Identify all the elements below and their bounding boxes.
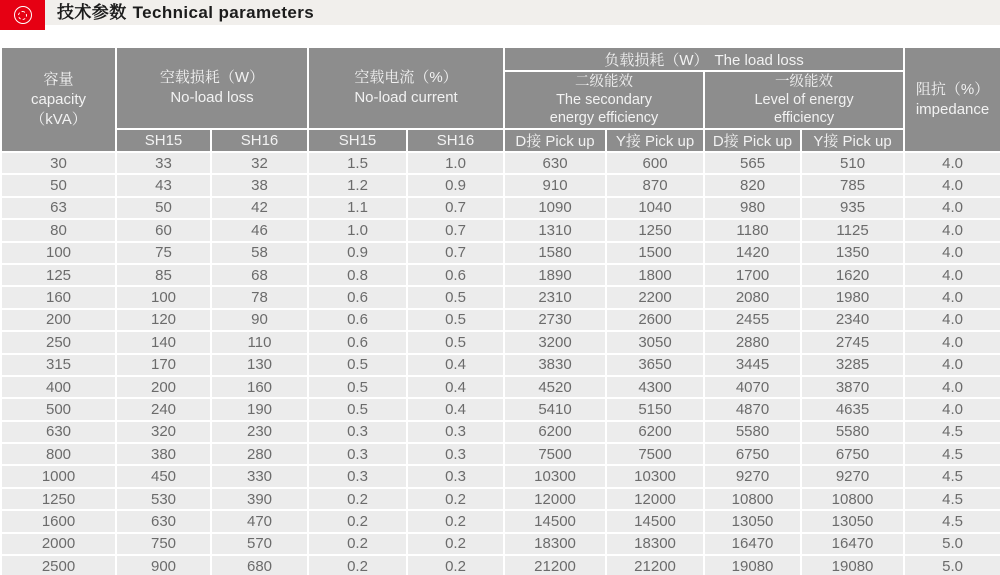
cell: 16470 bbox=[704, 533, 801, 555]
cell: 820 bbox=[704, 174, 801, 196]
cell: 160 bbox=[1, 286, 116, 308]
cell: 1.1 bbox=[308, 197, 407, 219]
cell: 7500 bbox=[606, 443, 704, 465]
cell: 4.0 bbox=[904, 354, 1000, 376]
capacity-header-en: capacity bbox=[30, 90, 87, 108]
cell: 5580 bbox=[704, 421, 801, 443]
cell: 0.5 bbox=[407, 331, 504, 353]
cell: 43 bbox=[116, 174, 211, 196]
cell: 1.0 bbox=[308, 219, 407, 241]
cell: 14500 bbox=[504, 510, 606, 532]
cell: 870 bbox=[606, 174, 704, 196]
cell: 600 bbox=[606, 152, 704, 174]
cell: 680 bbox=[211, 555, 308, 575]
cell: 4.5 bbox=[904, 488, 1000, 510]
cell: 6750 bbox=[704, 443, 801, 465]
cell: 3830 bbox=[504, 354, 606, 376]
cell: 390 bbox=[211, 488, 308, 510]
cell: 190 bbox=[211, 398, 308, 420]
load-loss-header-en: The load loss bbox=[714, 51, 804, 69]
cell: 5150 bbox=[606, 398, 704, 420]
cell: 4.0 bbox=[904, 264, 1000, 286]
cell: 800 bbox=[1, 443, 116, 465]
cell: 750 bbox=[116, 533, 211, 555]
cell: 4.5 bbox=[904, 421, 1000, 443]
cell: 0.3 bbox=[308, 465, 407, 487]
cell: 2745 bbox=[801, 331, 904, 353]
cell: 785 bbox=[801, 174, 904, 196]
cell: 4.0 bbox=[904, 152, 1000, 174]
cell: 3870 bbox=[801, 376, 904, 398]
cell: 230 bbox=[211, 421, 308, 443]
cell: 0.2 bbox=[308, 510, 407, 532]
capacity-header-zh: 容量 bbox=[43, 70, 74, 88]
table-row bbox=[1, 242, 1000, 264]
cell: 4.5 bbox=[904, 510, 1000, 532]
table-row bbox=[1, 376, 1000, 398]
cell: 0.2 bbox=[407, 510, 504, 532]
cell: 4300 bbox=[606, 376, 704, 398]
noload-loss-header-zh: 空载损耗（W） bbox=[159, 69, 265, 86]
cell: 0.2 bbox=[308, 555, 407, 575]
secondary-efficiency-en2: energy efficiency bbox=[549, 110, 659, 126]
noload-current-header-en: No-load current bbox=[354, 89, 458, 106]
first-efficiency-zh: 一级能效 bbox=[775, 74, 834, 90]
table-row bbox=[1, 286, 1000, 308]
cell: 1620 bbox=[801, 264, 904, 286]
cell: 2600 bbox=[606, 309, 704, 331]
cell: 320 bbox=[116, 421, 211, 443]
cell: 58 bbox=[211, 242, 308, 264]
cell: 5410 bbox=[504, 398, 606, 420]
cell: 250 bbox=[1, 331, 116, 353]
impedance-header-zh: 阻抗（%） bbox=[915, 80, 990, 98]
cell: 75 bbox=[116, 242, 211, 264]
subheader-sh16-current: SH16 bbox=[407, 129, 504, 152]
cell: 125 bbox=[1, 264, 116, 286]
cell: 10300 bbox=[504, 465, 606, 487]
cell: 0.2 bbox=[407, 555, 504, 575]
cell: 10800 bbox=[801, 488, 904, 510]
cell: 470 bbox=[211, 510, 308, 532]
cell: 13050 bbox=[801, 510, 904, 532]
cell: 13050 bbox=[704, 510, 801, 532]
cell: 4070 bbox=[704, 376, 801, 398]
cell: 4.0 bbox=[904, 331, 1000, 353]
cell: 0.2 bbox=[407, 488, 504, 510]
cell: 0.6 bbox=[308, 331, 407, 353]
cell: 910 bbox=[504, 174, 606, 196]
subheader-sh15-current: SH15 bbox=[308, 129, 407, 152]
cell: 100 bbox=[116, 286, 211, 308]
cell: 4.0 bbox=[904, 197, 1000, 219]
cell: 0.2 bbox=[407, 533, 504, 555]
cell: 4.0 bbox=[904, 376, 1000, 398]
table-row bbox=[1, 309, 1000, 331]
cell: 1980 bbox=[801, 286, 904, 308]
cell: 12000 bbox=[504, 488, 606, 510]
cell: 1.2 bbox=[308, 174, 407, 196]
cell: 500 bbox=[1, 398, 116, 420]
cell: 0.5 bbox=[407, 286, 504, 308]
cell: 0.3 bbox=[407, 443, 504, 465]
cell: 400 bbox=[1, 376, 116, 398]
subheader-d-first: D接 Pick up bbox=[704, 129, 801, 152]
cell: 530 bbox=[116, 488, 211, 510]
table-row bbox=[1, 443, 1000, 465]
table-row bbox=[1, 510, 1000, 532]
table-row bbox=[1, 488, 1000, 510]
cell: 1040 bbox=[606, 197, 704, 219]
table-row bbox=[1, 264, 1000, 286]
cell: 4.0 bbox=[904, 219, 1000, 241]
secondary-efficiency-header bbox=[504, 71, 704, 129]
cell: 1000 bbox=[1, 465, 116, 487]
noload-loss-header bbox=[116, 47, 308, 129]
cell: 0.4 bbox=[407, 354, 504, 376]
impedance-header-en: impedance bbox=[915, 100, 990, 118]
cell: 630 bbox=[116, 510, 211, 532]
cell: 380 bbox=[116, 443, 211, 465]
cell: 4.0 bbox=[904, 398, 1000, 420]
cell: 2455 bbox=[704, 309, 801, 331]
cell: 1250 bbox=[1, 488, 116, 510]
cell: 5.0 bbox=[904, 555, 1000, 575]
capacity-header-unit: （kVA） bbox=[30, 110, 87, 128]
table-row bbox=[1, 555, 1000, 575]
cell: 4.0 bbox=[904, 242, 1000, 264]
cell: 19080 bbox=[704, 555, 801, 575]
cell: 4.0 bbox=[904, 174, 1000, 196]
cell: 68 bbox=[211, 264, 308, 286]
cell: 2310 bbox=[504, 286, 606, 308]
cell: 2880 bbox=[704, 331, 801, 353]
cell: 130 bbox=[211, 354, 308, 376]
cell: 4520 bbox=[504, 376, 606, 398]
cell: 200 bbox=[116, 376, 211, 398]
cell: 0.6 bbox=[407, 264, 504, 286]
load-loss-header bbox=[504, 47, 904, 71]
table-row bbox=[1, 398, 1000, 420]
subheader-sh16-loss: SH16 bbox=[211, 129, 308, 152]
cell: 9270 bbox=[801, 465, 904, 487]
cell: 140 bbox=[116, 331, 211, 353]
impedance-header bbox=[904, 47, 1000, 152]
subheader-sh15-loss: SH15 bbox=[116, 129, 211, 152]
target-icon-inner-ring bbox=[18, 11, 27, 20]
capacity-header bbox=[1, 47, 116, 152]
cell: 18300 bbox=[606, 533, 704, 555]
cell: 0.2 bbox=[308, 488, 407, 510]
cell: 0.2 bbox=[308, 533, 407, 555]
cell: 0.4 bbox=[407, 398, 504, 420]
cell: 46 bbox=[211, 219, 308, 241]
noload-current-header bbox=[308, 47, 504, 129]
table-body bbox=[1, 152, 1000, 575]
cell: 78 bbox=[211, 286, 308, 308]
secondary-efficiency-zh: 二级能效 bbox=[575, 74, 634, 90]
cell: 1600 bbox=[1, 510, 116, 532]
cell: 5.0 bbox=[904, 533, 1000, 555]
first-efficiency-en1: Level of energy bbox=[754, 92, 854, 108]
cell: 2340 bbox=[801, 309, 904, 331]
table-row bbox=[1, 331, 1000, 353]
load-loss-header-zh: 负载损耗（W） bbox=[604, 51, 709, 69]
cell: 14500 bbox=[606, 510, 704, 532]
cell: 0.6 bbox=[308, 309, 407, 331]
cell: 170 bbox=[116, 354, 211, 376]
cell: 90 bbox=[211, 309, 308, 331]
cell: 0.5 bbox=[308, 376, 407, 398]
cell: 1.0 bbox=[407, 152, 504, 174]
target-icon bbox=[0, 0, 45, 30]
cell: 510 bbox=[801, 152, 904, 174]
cell: 80 bbox=[1, 219, 116, 241]
technical-parameters-table bbox=[0, 46, 1000, 575]
cell: 1890 bbox=[504, 264, 606, 286]
cell: 1250 bbox=[606, 219, 704, 241]
table-row bbox=[1, 421, 1000, 443]
cell: 6200 bbox=[504, 421, 606, 443]
cell: 0.3 bbox=[407, 465, 504, 487]
cell: 63 bbox=[1, 197, 116, 219]
cell: 19080 bbox=[801, 555, 904, 575]
cell: 450 bbox=[116, 465, 211, 487]
cell: 38 bbox=[211, 174, 308, 196]
cell: 900 bbox=[116, 555, 211, 575]
first-efficiency-en2: efficiency bbox=[773, 110, 835, 126]
cell: 120 bbox=[116, 309, 211, 331]
cell: 60 bbox=[116, 219, 211, 241]
cell: 630 bbox=[504, 152, 606, 174]
table-row bbox=[1, 354, 1000, 376]
cell: 565 bbox=[704, 152, 801, 174]
cell: 3050 bbox=[606, 331, 704, 353]
cell: 0.3 bbox=[308, 443, 407, 465]
noload-current-header-zh: 空载电流（%） bbox=[354, 69, 458, 86]
cell: 21200 bbox=[504, 555, 606, 575]
cell: 160 bbox=[211, 376, 308, 398]
cell: 50 bbox=[116, 197, 211, 219]
cell: 5580 bbox=[801, 421, 904, 443]
cell: 935 bbox=[801, 197, 904, 219]
cell: 0.7 bbox=[407, 219, 504, 241]
cell: 0.4 bbox=[407, 376, 504, 398]
cell: 4870 bbox=[704, 398, 801, 420]
cell: 240 bbox=[116, 398, 211, 420]
table-row bbox=[1, 533, 1000, 555]
subheader-d-secondary: D接 Pick up bbox=[504, 129, 606, 152]
cell: 2730 bbox=[504, 309, 606, 331]
cell: 2500 bbox=[1, 555, 116, 575]
cell: 200 bbox=[1, 309, 116, 331]
cell: 4.0 bbox=[904, 286, 1000, 308]
cell: 6750 bbox=[801, 443, 904, 465]
cell: 3650 bbox=[606, 354, 704, 376]
cell: 16470 bbox=[801, 533, 904, 555]
cell: 280 bbox=[211, 443, 308, 465]
cell: 3445 bbox=[704, 354, 801, 376]
cell: 630 bbox=[1, 421, 116, 443]
cell: 1800 bbox=[606, 264, 704, 286]
cell: 1180 bbox=[704, 219, 801, 241]
cell: 6200 bbox=[606, 421, 704, 443]
cell: 85 bbox=[116, 264, 211, 286]
cell: 33 bbox=[116, 152, 211, 174]
subheader-y-secondary: Y接 Pick up bbox=[606, 129, 704, 152]
cell: 570 bbox=[211, 533, 308, 555]
cell: 110 bbox=[211, 331, 308, 353]
table-row bbox=[1, 174, 1000, 196]
noload-loss-header-en: No-load loss bbox=[170, 89, 254, 106]
table-row bbox=[1, 219, 1000, 241]
cell: 0.9 bbox=[407, 174, 504, 196]
cell: 1500 bbox=[606, 242, 704, 264]
cell: 4635 bbox=[801, 398, 904, 420]
cell: 12000 bbox=[606, 488, 704, 510]
cell: 1580 bbox=[504, 242, 606, 264]
cell: 0.7 bbox=[407, 197, 504, 219]
cell: 1125 bbox=[801, 219, 904, 241]
cell: 980 bbox=[704, 197, 801, 219]
cell: 3285 bbox=[801, 354, 904, 376]
cell: 0.7 bbox=[407, 242, 504, 264]
cell: 4.5 bbox=[904, 443, 1000, 465]
cell: 1310 bbox=[504, 219, 606, 241]
cell: 1700 bbox=[704, 264, 801, 286]
secondary-efficiency-en1: The secondary bbox=[556, 92, 652, 108]
cell: 9270 bbox=[704, 465, 801, 487]
table-row bbox=[1, 197, 1000, 219]
cell: 2000 bbox=[1, 533, 116, 555]
cell: 330 bbox=[211, 465, 308, 487]
cell: 0.6 bbox=[308, 286, 407, 308]
cell: 30 bbox=[1, 152, 116, 174]
target-icon-outer-ring bbox=[14, 6, 32, 24]
cell: 4.5 bbox=[904, 465, 1000, 487]
cell: 1.5 bbox=[308, 152, 407, 174]
first-efficiency-header bbox=[704, 71, 904, 129]
table-row bbox=[1, 465, 1000, 487]
cell: 10800 bbox=[704, 488, 801, 510]
cell: 4.0 bbox=[904, 309, 1000, 331]
cell: 10300 bbox=[606, 465, 704, 487]
cell: 1350 bbox=[801, 242, 904, 264]
cell: 0.5 bbox=[308, 354, 407, 376]
page-title-zh: 技术参数 bbox=[57, 3, 127, 22]
cell: 0.3 bbox=[308, 421, 407, 443]
cell: 7500 bbox=[504, 443, 606, 465]
cell: 50 bbox=[1, 174, 116, 196]
cell: 32 bbox=[211, 152, 308, 174]
cell: 0.5 bbox=[308, 398, 407, 420]
cell: 18300 bbox=[504, 533, 606, 555]
cell: 0.8 bbox=[308, 264, 407, 286]
cell: 1420 bbox=[704, 242, 801, 264]
page-title-en: Technical parameters bbox=[132, 3, 315, 22]
cell: 2080 bbox=[704, 286, 801, 308]
cell: 2200 bbox=[606, 286, 704, 308]
cell: 3200 bbox=[504, 331, 606, 353]
cell: 0.3 bbox=[407, 421, 504, 443]
table-row bbox=[1, 152, 1000, 174]
cell: 100 bbox=[1, 242, 116, 264]
cell: 21200 bbox=[606, 555, 704, 575]
cell: 0.5 bbox=[407, 309, 504, 331]
cell: 315 bbox=[1, 354, 116, 376]
cell: 42 bbox=[211, 197, 308, 219]
cell: 0.9 bbox=[308, 242, 407, 264]
page-title bbox=[57, 0, 314, 26]
cell: 1090 bbox=[504, 197, 606, 219]
subheader-y-first: Y接 Pick up bbox=[801, 129, 904, 152]
